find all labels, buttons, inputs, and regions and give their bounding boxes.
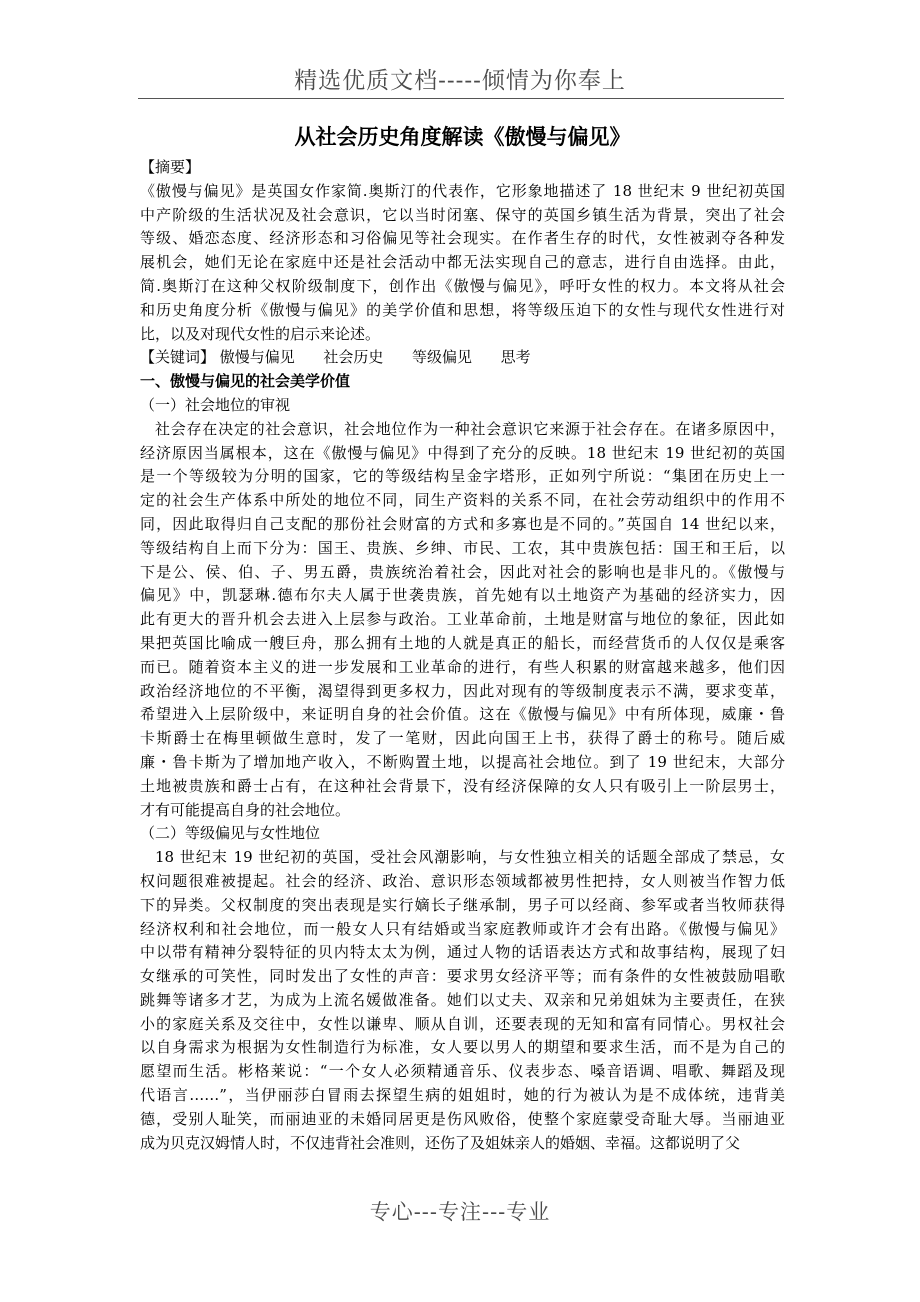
text-line: 女继承的可笑性，同时发出了女性的声音：要求男女经济平等；而有条件的女性被鼓励唱歌 <box>140 967 785 986</box>
text-line: 《傲慢与偏见》是英国女作家简.奥斯汀的代表作，它形象地描述了 18 世纪末 9 世纪初英国 <box>140 181 785 200</box>
text-line: 才有可能提高自身的社会地位。 <box>140 800 351 819</box>
header-rule <box>138 98 784 99</box>
abstract-label: 【摘要】 <box>140 158 201 176</box>
text-line: 以自身需求为根据为女性制造行为标准，女人要以男人的期望和要求生活，而不是为自己的 <box>140 1038 785 1057</box>
text-line: 中产阶级的生活状况及社会意识，它以当时闭塞、保守的英国乡镇生活为背景，突出了社会 <box>140 205 785 224</box>
text-line: 跳舞等诸多才艺，为成为上流名媛做准备。她们以丈夫、双亲和兄弟姐妹为主要责任，在狭 <box>140 990 785 1009</box>
text-line: 政治经济地位的不平衡，渴望得到更多权力，因此对现有的等级制度表示不满，要求变革， <box>140 681 785 700</box>
text-line: 等级结构自上而下分为：国王、贵族、乡绅、市民、工农，其中贵族包括：国王和王后，以 <box>140 538 785 557</box>
text-line: 18 世纪末 19 世纪初的英国，受社会风潮影响，与女性独立相关的话题全部成了禁忌，女 <box>155 848 785 867</box>
text-line: 小的家庭关系及交往中，女性以谦卑、顺从自训，还要表现的无知和富有同情心。男权社会 <box>140 1014 785 1033</box>
text-line: 廉・鲁卡斯为了增加地产收入，不断购置土地，以提高社会地位。到了 19 世纪末，大部分 <box>140 752 785 771</box>
text-line: 果把英国比喻成一艘巨舟，那么拥有土地的人就是真正的船长，而经营货币的人仅仅是乘客 <box>140 633 785 652</box>
text-line: 是一个等级较为分明的国家，它的等级结构呈金字塔形，正如列宁所说：“集团在历史上一 <box>140 467 785 486</box>
text-line: 下是公、侯、伯、子、男五爵，贵族统治着社会，因此对社会的影响也是非凡的。《傲慢与 <box>140 562 785 581</box>
text-line: 定的社会生产体系中所处的地位不同，同生产资料的关系不同，在社会劳动组织中的作用不 <box>140 491 785 510</box>
text-line: 简.奥斯汀在这种父权阶级制度下，创作出《傲慢与偏见》，呼吁女性的权力。本文将从社会 <box>140 276 785 295</box>
text-line: 中以带有精神分裂特征的贝内特太太为例，通过人物的话语表达方式和故事结构，展现了妇 <box>140 943 785 962</box>
text-line: 等级、婚恋态度、经济形态和习俗偏见等社会现实。在作者生存的时代，女性被剥夺各种发 <box>140 229 785 248</box>
text-line: 下的异类。父权制度的突出表现是实行嫡长子继承制，男子可以经商、参军或者当牧师获得 <box>140 895 785 914</box>
paragraph-2 <box>140 846 785 1155</box>
text-line: 此有更大的晋升机会去进入上层参与政治。工业革命前，土地是财富与地位的象征，因此如 <box>140 610 785 629</box>
text-line: 偏见》中，凯瑟琳.德布尔夫人属于世袭贵族，首先她有以土地资产为基础的经济实力，因 <box>140 586 785 605</box>
text-line: 代语言……”，当伊丽莎白冒雨去探望生病的姐姐时，她的行为被认为是不成体统，违背美 <box>140 1086 785 1105</box>
abstract-paragraph <box>140 180 785 347</box>
subsection-2-heading: （二）等级偏见与女性地位 <box>140 824 321 843</box>
text-line: 同，因此取得归自己支配的那份社会财富的方式和多寡也是不同的。”英国自 14 世纪以来， <box>140 514 785 533</box>
text-line: 权问题很难被提起。社会的经济、政治、意识形态领域都被男性把持，女人则被当作智力低 <box>140 871 785 890</box>
text-line: 成为贝克汉姆情人时，不仅违背社会准则，还伤了及姐妹亲人的婚姻、幸福。这都说明了父 <box>140 1133 741 1152</box>
text-line: 希望进入上层阶级中，来证明自身的社会价值。这在《傲慢与偏见》中有所体现，威廉・鲁 <box>140 705 785 724</box>
section-1-heading: 一、傲慢与偏见的社会美学价值 <box>140 372 351 391</box>
page-footer: 专心---专注---专业 <box>369 1200 551 1224</box>
text-line: 和历史角度分析《傲慢与偏见》的美学价值和思想，将等级压迫下的女性与现代女性进行对 <box>140 300 785 319</box>
text-line: 愿望而生活。彬格莱说：“一个女人必须精通音乐、仪表步态、嗓音语调、唱歌、舞蹈及现 <box>140 1062 785 1081</box>
keywords-line: 【关键词】 傲慢与偏见 社会历史 等级偏见 思考 <box>140 348 531 367</box>
text-line: 经济权利和社会地位，而一般女人只有结婚或当家庭教师或许才会有出路。《傲慢与偏见》 <box>140 919 785 938</box>
text-line: 经济原因当属根本，这在《傲慢与偏见》中得到了充分的反映。18 世纪末 19 世纪初的英国 <box>140 443 785 462</box>
text-line: 卡斯爵士在梅里顿做生意时，发了一笔财，因此向国王上书，获得了爵士的称号。随后威 <box>140 729 785 748</box>
text-line: 土地被贵族和爵士占有，在这种社会背景下，没有经济保障的女人只有吸引上一阶层男士， <box>140 776 785 795</box>
text-line: 社会存在决定的社会意识，社会地位作为一种社会意识它来源于社会存在。在诸多原因中， <box>155 419 785 438</box>
document-body <box>140 120 785 1155</box>
text-line: 德，受别人耻笑，而丽迪亚的未婚同居更是伤风败俗，使整个家庭蒙受奇耻大辱。当丽迪亚 <box>140 1109 785 1128</box>
paragraph-1 <box>140 418 785 823</box>
subsection-1-heading: （一）社会地位的审视 <box>140 395 291 414</box>
text-line: 展机会，她们无论在家庭中还是社会活动中都无法实现自己的意志，进行自由选择。由此， <box>140 253 785 272</box>
text-line: 而已。随着资本主义的进一步发展和工业革命的进行，有些人积累的财富越来越多，他们因 <box>140 657 785 676</box>
text-line: 比，以及对现代女性的启示来论述。 <box>140 324 381 343</box>
page-header: 精选优质文档-----倾情为你奉上 <box>294 68 626 94</box>
document-title: 从社会历史角度解读《傲慢与偏见》 <box>294 124 631 149</box>
